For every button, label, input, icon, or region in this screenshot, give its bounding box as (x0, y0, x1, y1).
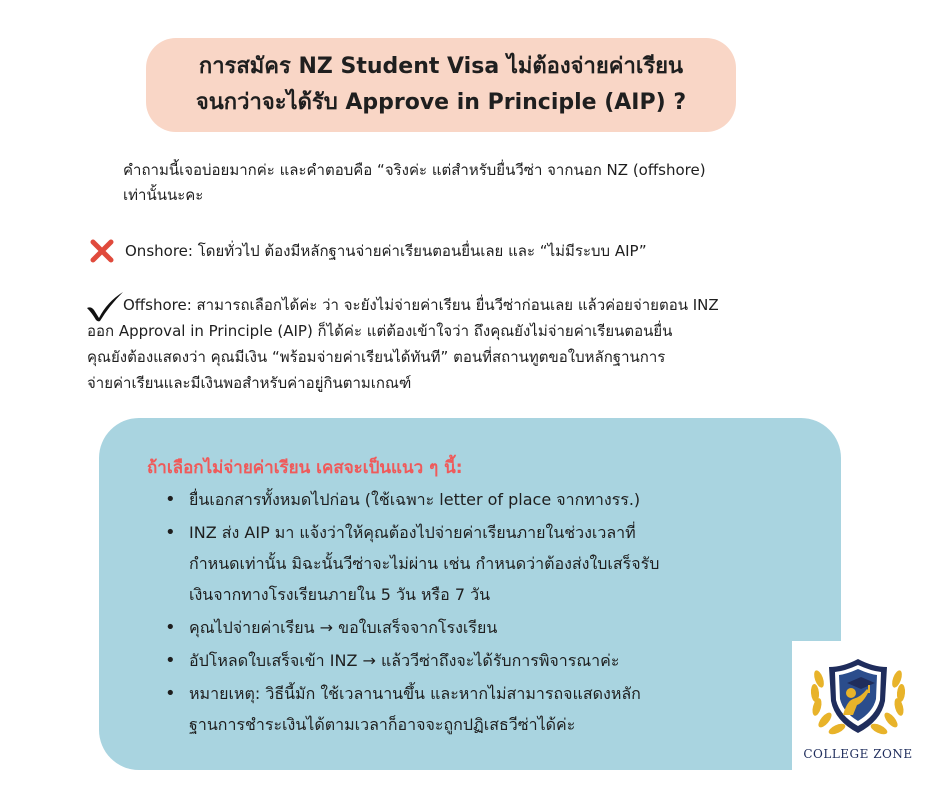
offshore-line-2: ออก Approval in Principle (AIP) ก็ได้ค่ะ แต่ต้องเข้าใจว่า ถึงคุณยังไม่จ่ายค่าเรียนตอนยื่น (87, 322, 673, 340)
check-mark-icon (85, 290, 125, 330)
intro-paragraph (123, 158, 843, 208)
list-item-line: • อัปโหลดใบเสร็จเข้า INZ → แล้ววีซ่าถึงจะได้รับการพิจารณาค่ะ (189, 651, 620, 670)
info-heading: ถ้าเลือกไม่จ่ายค่าเรียน เคสจะเป็นแนว ๆ นี้: (147, 458, 463, 478)
intro-line-2: เท่านั้นนะคะ (123, 186, 204, 204)
list-item-line: • หมายเหตุ: วิธีนี้มัก ใช้เวลานานขึ้น และหากไม่สามารถจแสดงหลัก (189, 684, 641, 703)
intro-line-1: คำถามนี้เจอบ่อยมากค่ะ และคำตอบคือ “จริงค่ะ แต่สำหรับยื่นวีซ่า จากนอก NZ (offshore) (123, 161, 706, 179)
offshore-line-3: คุณยังต้องแสดงว่า คุณมีเงิน “พร้อมจ่ายค่าเรียนได้ทันที” ตอนที่สถานทูตขอใบหลักฐานการ (87, 348, 666, 366)
list-item-line: • INZ ส่ง AIP มา แจ้งว่าให้คุณต้องไปจ่ายค่าเรียนภายในช่วงเวลาที่ (189, 523, 636, 542)
cross-mark-icon (87, 236, 117, 266)
list-item (147, 517, 797, 610)
list-item-line: • คุณไปจ่ายค่าเรียน → ขอใบเสร็จจากโรงเรียน (189, 618, 498, 637)
list-item (147, 678, 797, 740)
list-item-line: เงินจากทางโรงเรียนภายใน 5 วัน หรือ 7 วัน (189, 585, 491, 604)
steps-list (147, 484, 797, 742)
info-panel (99, 418, 841, 770)
list-item (147, 484, 797, 515)
list-item-line: ฐานการชำระเงินได้ตามเวลาก็อาจจะถูกปฏิเสธวีซ่าได้ค่ะ (189, 715, 576, 734)
list-item (147, 645, 797, 676)
onshore-row (87, 236, 847, 266)
graduation-shield-logo-icon (803, 649, 913, 745)
offshore-row (87, 292, 847, 396)
title-line-1: การสมัคร NZ Student Visa ไม่ต้องจ่ายค่าเรียน (198, 54, 684, 79)
onshore-text: Onshore: โดยทั่วไป ต้องมีหลักฐานจ่ายค่าเรียนตอนยื่นเลย และ “ไม่มีระบบ AIP” (125, 242, 647, 260)
logo-wordmark: COLLEGE ZONE (803, 747, 913, 761)
offshore-line-4: จ่ายค่าเรียนและมีเงินพอสำหรับค่าอยู่กินตามเกณฑ์ (87, 374, 412, 392)
title-banner (146, 38, 736, 132)
list-item-line: • ยื่นเอกสารทั้งหมดไปก่อน (ใช้เฉพาะ letter of place จากทางรร.) (189, 490, 641, 509)
offshore-line-1: Offshore: สามารถเลือกได้ค่ะ ว่า จะยังไม่จ่ายค่าเรียน ยื่นวีซ่าก่อนเลย แล้วค่อยจ่ายตอน INZ (123, 296, 719, 314)
list-item-line: กำหนดเท่านั้น มิฉะนั้นวีซ่าจะไม่ผ่าน เช่น กำหนดว่าต้องส่งใบเสร็จรับ (189, 554, 660, 573)
title-line-2: จนกว่าจะได้รับ Approve in Principle (AIP) ? (195, 90, 687, 115)
college-zone-logo (792, 641, 924, 781)
list-item (147, 612, 797, 643)
